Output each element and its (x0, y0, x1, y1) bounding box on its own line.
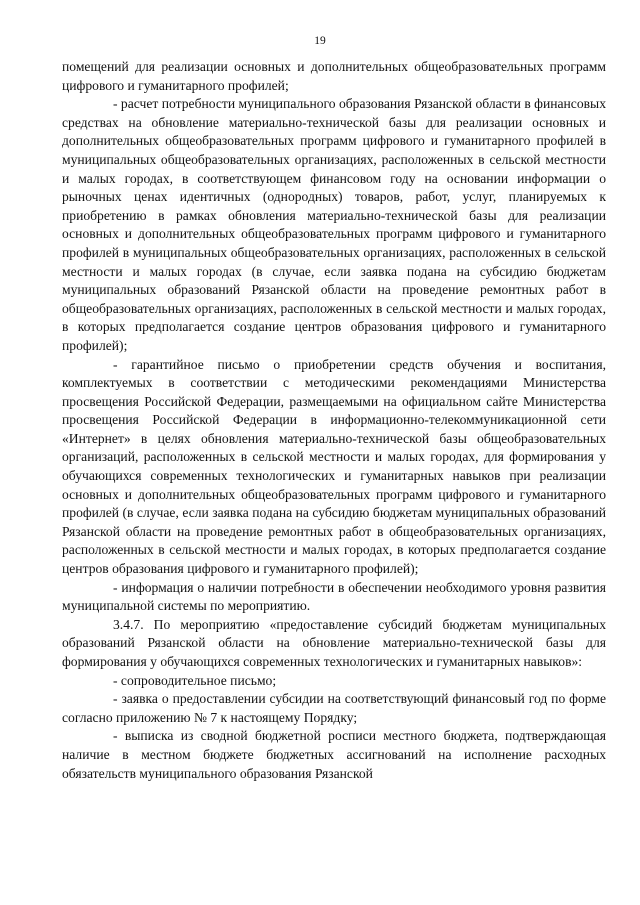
paragraph-guarantee-letter: - гарантийное письмо о приобретении средств обучения и воспитания, комплектуемых в соответствии с методическими рекомендациями Министерства просвещения Российской Федерации, размещаемыми на официальном сайте Министерства просвещения Российской Федерации в информационно-телекоммуникационной сети «Интернет» в целях обновления материально-технической базы общеобразовательных организаций, расположенных в сельской местности и малых городах, для формирования у обучающихся современных технологических и гуманитарных навыков при реализации основных и дополнительных общеобразовательных программ цифрового и гуманитарного профилей (в случае, если заявка подана на субсидию бюджетам муниципальных образований Рязанской области на проведение ремонтных работ в общеобразовательных организациях, расположенных в сельской местности и малых городах, в которых предполагается создание центров образования цифрового и гуманитарного профилей); (62, 356, 606, 577)
paragraph-subsidy-application: - заявка о предоставлении субсидии на соответствующий финансовый год по форме согласно приложению № 7 к настоящему Порядку; (62, 691, 606, 725)
paragraph-cover-letter: - сопроводительное письмо; (113, 672, 277, 688)
page-number: 19 (314, 35, 326, 47)
paragraph-budget-extract: - выписка из сводной бюджетной росписи местного бюджета, подтверждающая наличие в местном бюджете бюджетных ассигнований на исполнение расходных обязательств муниципального образования Рязанской (62, 728, 606, 781)
paragraph-funding-calculation: - расчет потребности муниципального образования Рязанской области в финансовых средствах на обновление материально-технической базы для реализации основных и дополнительных общеобразовательных программ цифрового и гуманитарного профилей в муниципальных общеобразовательных организациях, расположенных в сельской местности и малых городах, в соответствующем финансовом году на основании информации о рыночных ценах идентичных (однородных) товаров, работ, услуг, планируемых к приобретению в рамках обновления материально-технической базы для реализации основных и дополнительных общеобразовательных программ цифрового и гуманитарного профилей в муниципальных общеобразовательных организациях, расположенных в сельской местности и малых городах (в случае, если заявка подана на субсидию бюджетам муниципальных образований Рязанской области на проведение ремонтных работ в общеобразовательных организациях, расположенных в сельской местности и малых городах, в которых предполагается создание центров образования цифрового и гуманитарного профилей); (62, 96, 606, 353)
paragraph-section-3-4-7: 3.4.7. По мероприятию «предоставление субсидий бюджетам муниципальных образований Рязанской области на обновление материально-технической базы для формирования у обучающихся современных технологических и гуманитарных навыков»: (62, 616, 606, 669)
paragraph-need-information: - информация о наличии потребности в обеспечении необходимого уровня развития муниципальной системы по мероприятию. (62, 579, 606, 614)
document-body (62, 58, 606, 783)
paragraph-premises-continuation: помещений для реализации основных и дополнительных общеобразовательных программ цифрового и гуманитарного профилей; (62, 59, 606, 93)
